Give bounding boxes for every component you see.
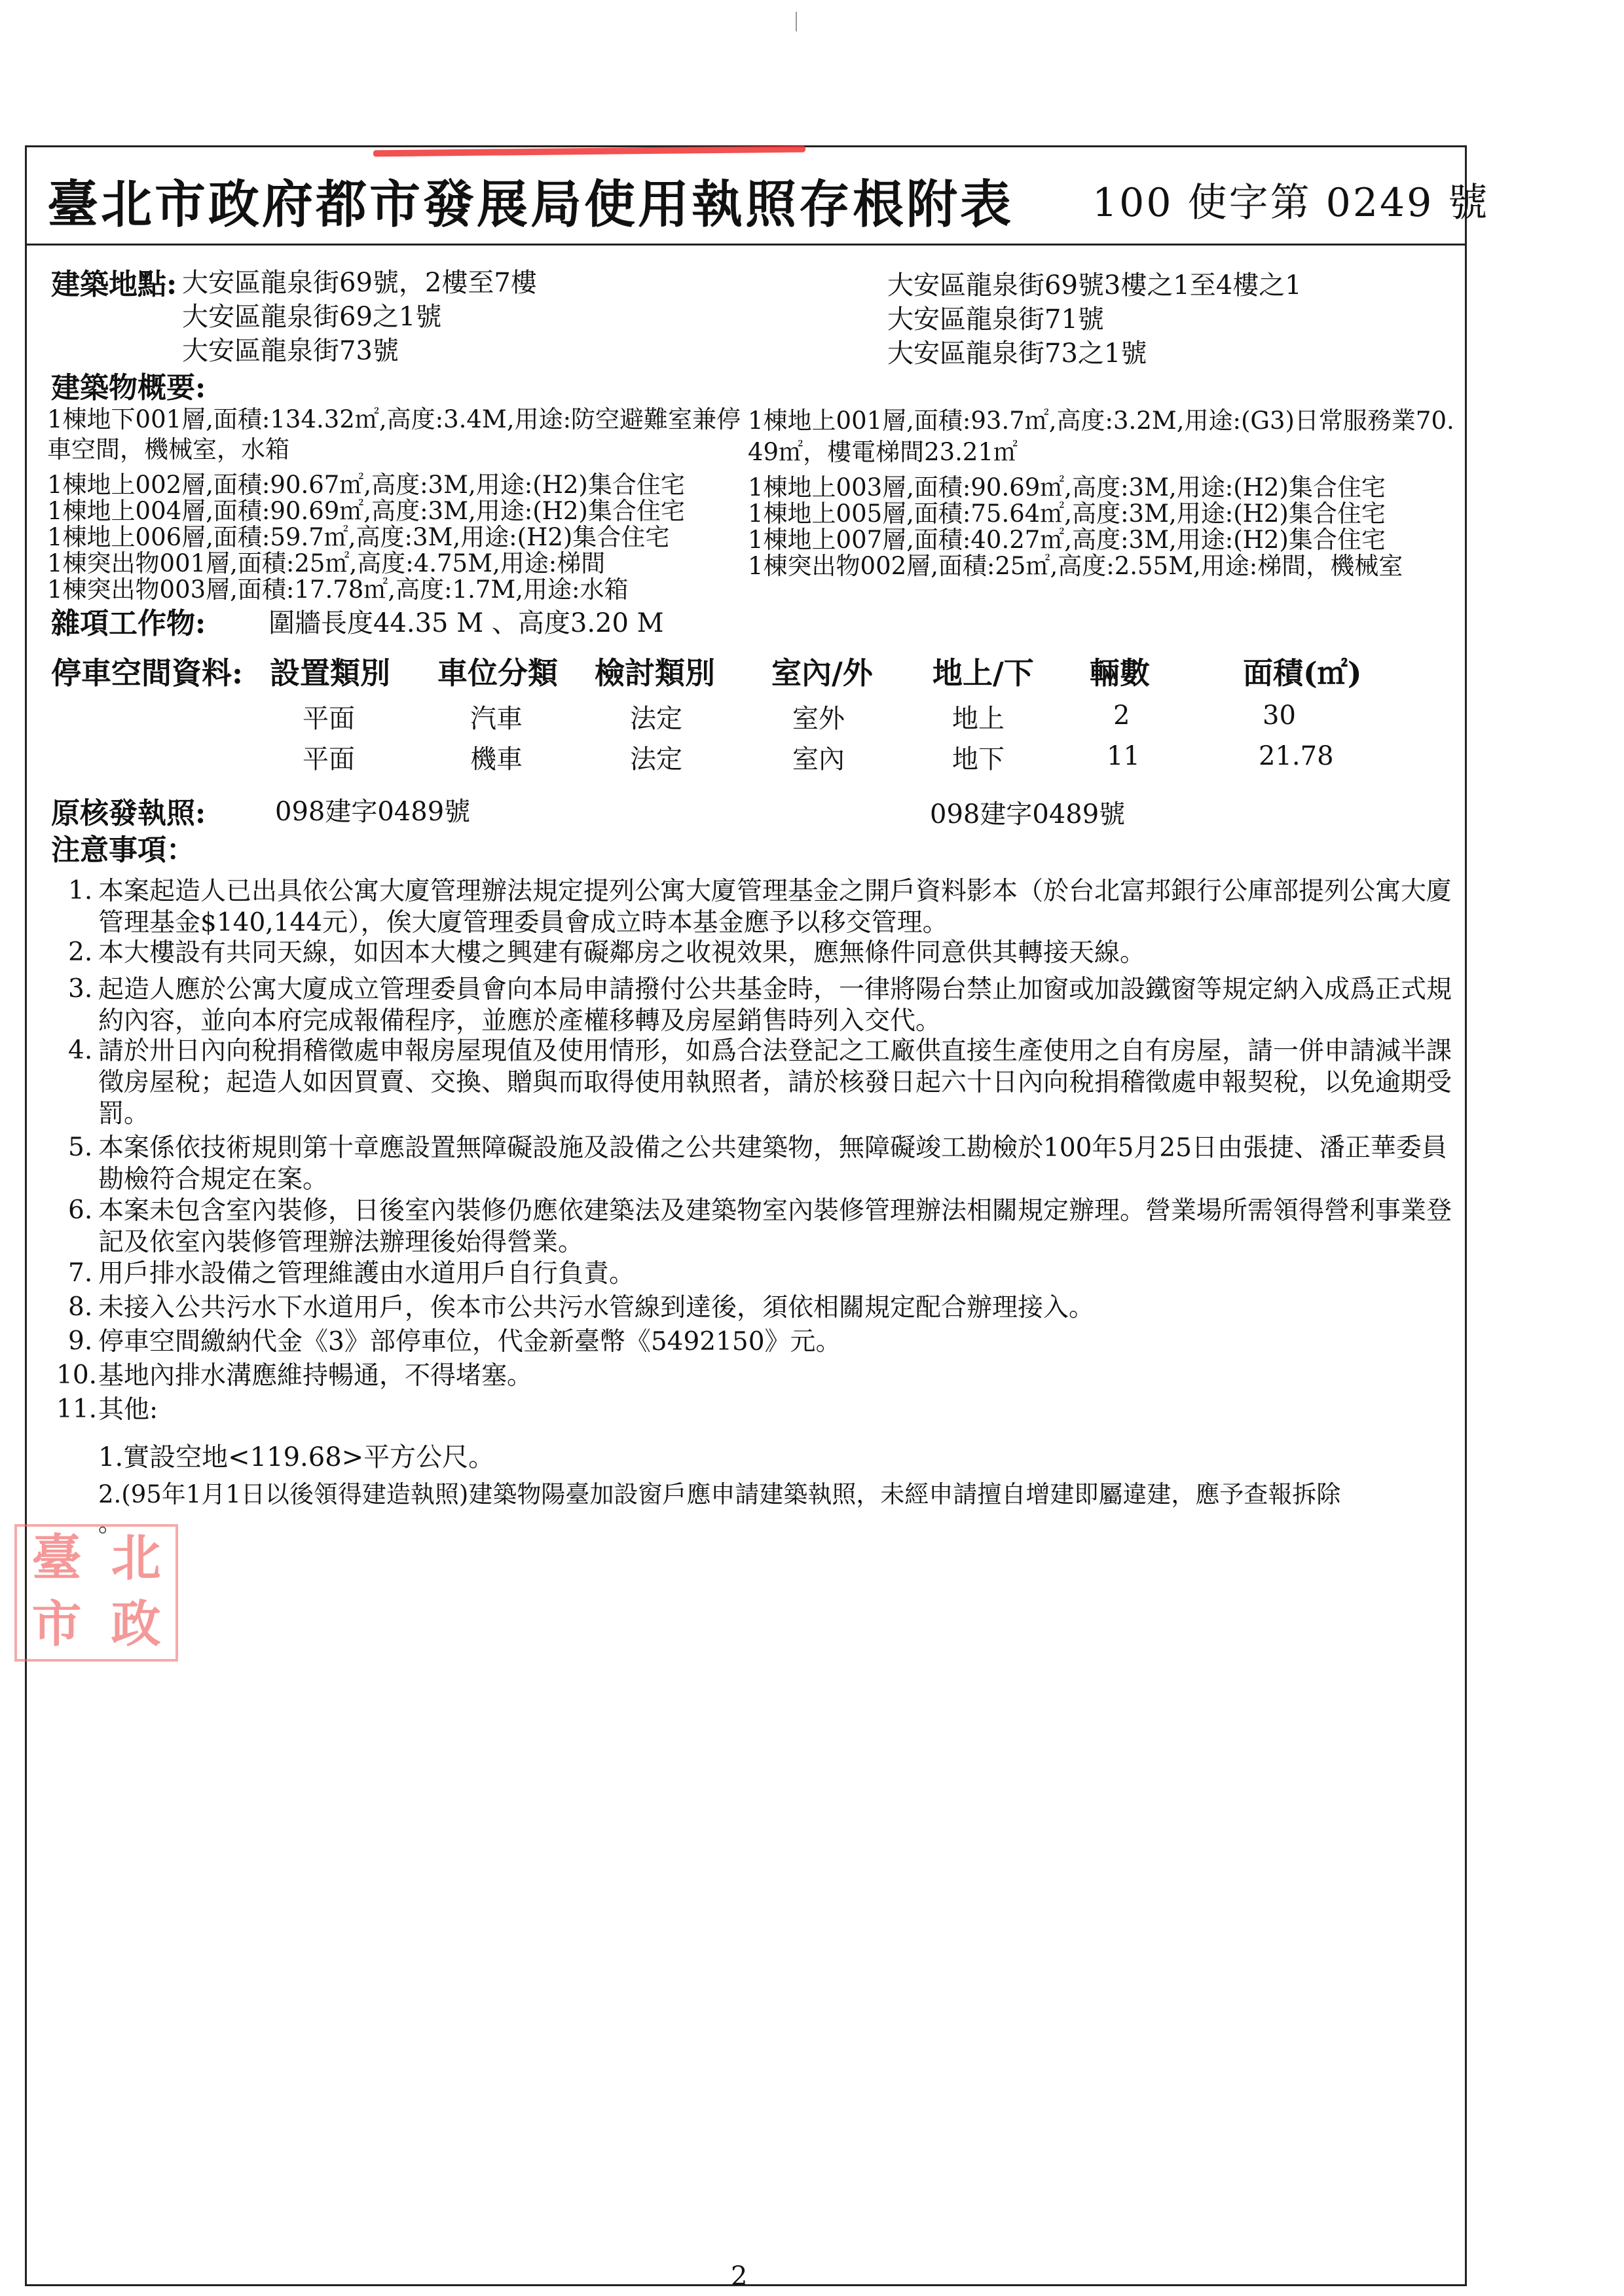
note-6-num: 6.: [68, 1195, 93, 1225]
note-2-text: 本大樓設有共同天線，如因本大樓之興建有礙鄰房之收視效果，應無條件同意供其轉接天線。: [98, 938, 1146, 968]
official-seal-stamp: [14, 1524, 178, 1662]
address-left-1: 大安區龍泉街69號，2樓至7樓: [182, 268, 537, 298]
parking-r2-type: 平面: [303, 744, 355, 774]
original-permit-right: 098建字0489號: [930, 799, 1126, 829]
parking-header-type: 設置類別: [270, 655, 390, 691]
parking-header-level: 地上/下: [932, 655, 1034, 691]
note-10-num: 10.: [56, 1360, 98, 1390]
overview-right-2: 1棟地上005層,面積:75.64㎡,高度:3M,用途:(H2)集合住宅: [748, 500, 1386, 528]
original-permit-left: 098建字0489號: [275, 797, 471, 827]
parking-r1-type: 平面: [303, 704, 355, 734]
parking-r1-count: 2: [1113, 701, 1130, 731]
note-2-num: 2.: [68, 938, 93, 967]
seal-char-1: 臺: [31, 1529, 82, 1587]
parking-header-count: 輛數: [1090, 655, 1150, 691]
overview-row1-right-cont: 49㎡，樓電梯間23.21㎡: [748, 438, 1018, 466]
overview-left-3: 1棟地上006層,面積:59.7㎡,高度:3M,用途:(H2)集合住宅: [47, 523, 670, 551]
note-9-text: 停車空間繳納代金《3》部停車位，代金新臺幣《5492150》元。: [98, 1327, 841, 1357]
parking-header-class: 車位分類: [437, 655, 558, 691]
parking-r2-review: 法定: [630, 744, 682, 774]
note-9-num: 9.: [68, 1326, 93, 1356]
parking-label: 停車空間資料:: [51, 655, 243, 691]
parking-r1-level: 地上: [952, 704, 1005, 734]
misc-text: 圍牆長度44.35 M 、高度3.20 M: [268, 608, 664, 638]
seal-char-2: 北: [111, 1529, 161, 1587]
note-3-num: 3.: [68, 974, 93, 1004]
note-3-text: 起造人應於公寓大廈成立管理委員會向本局申請撥付公共基金時，一律將陽台禁止加窗或加設鐵窗等規定納入成爲正式規約內容，並向本府完成報備程序，並應於產權移轉及房屋銷售時列入交代。: [98, 975, 1452, 1036]
document-title: 臺北市政府都市發展局使用執照存根附表: [47, 175, 1014, 234]
permit-number: 100 使字第 0249 號: [1092, 180, 1490, 226]
overview-left-4: 1棟突出物001層,面積:25㎡,高度:4.75M,用途:梯間: [47, 549, 606, 577]
address-label: 建築地點:: [51, 268, 177, 301]
parking-r2-count: 11: [1107, 741, 1140, 771]
note-6-text: 本案未包含室內裝修，日後室內裝修仍應依建築法及建築物室內裝修管理辦法相關規定辦理。營業場所需領得營利事業登記及依室內裝修管理辦法辦理後始得營業。: [98, 1196, 1452, 1257]
parking-r1-inout: 室外: [792, 704, 845, 734]
seal-char-3: 市: [31, 1595, 82, 1653]
overview-row1-left: 1棟地下001層,面積:134.32㎡,高度:3.4M,用途:防空避難室兼停: [47, 405, 741, 433]
seal-char-4: 政: [111, 1595, 161, 1653]
parking-r2-inout: 室內: [792, 744, 845, 774]
note-11-num: 11.: [56, 1394, 98, 1424]
note-11-sub-1: 1.實設空地<119.68>平方公尺。: [98, 1442, 495, 1472]
address-left-3: 大安區龍泉街73號: [182, 336, 399, 366]
overview-right-4: 1棟突出物002層,面積:25㎡,高度:2.55M,用途:梯間，機械室: [748, 552, 1403, 580]
parking-r1-review: 法定: [630, 704, 682, 734]
overview-left-1: 1棟地上002層,面積:90.67㎡,高度:3M,用途:(H2)集合住宅: [47, 471, 685, 499]
note-8-text: 未接入公共污水下水道用戶，俟本市公共污水管線到達後，須依相關規定配合辦理接入。: [98, 1293, 1095, 1322]
note-11-sub-2-end: 。: [98, 1509, 122, 1537]
note-4-num: 4.: [68, 1036, 93, 1065]
overview-right-1: 1棟地上003層,面積:90.69㎡,高度:3M,用途:(H2)集合住宅: [748, 473, 1386, 501]
title-separator: [25, 244, 1467, 246]
note-11-text: 其他:: [98, 1395, 158, 1425]
note-4-text: 請於卅日內向稅捐稽徵處申報房屋現值及使用情形，如爲合法登記之工廠供直接生產使用之自有房屋，請一併申請減半課徵房屋稅；起造人如因買賣、交換、贈與而取得使用執照者，請於核發日起六十日內向稅捐稽徵處申報契稅，以免逾期受罰。: [98, 1036, 1452, 1129]
overview-left-5: 1棟突出物003層,面積:17.78㎡,高度:1.7M,用途:水箱: [47, 575, 629, 604]
address-left-2: 大安區龍泉街69之1號: [182, 302, 442, 332]
overview-label: 建築物概要:: [51, 371, 206, 405]
overview-right-3: 1棟地上007層,面積:40.27㎡,高度:3M,用途:(H2)集合住宅: [748, 526, 1386, 554]
parking-r2-class: 機車: [470, 744, 523, 774]
note-5-text: 本案係依技術規則第十章應設置無障礙設施及設備之公共建築物，無障礙竣工勘檢於100年5月25日由張捷、潘正華委員勘檢符合規定在案。: [98, 1133, 1447, 1194]
misc-label: 雜項工作物:: [51, 607, 206, 640]
note-10-text: 基地內排水溝應維持暢通，不得堵塞。: [98, 1361, 533, 1391]
note-1-num: 1.: [68, 876, 93, 905]
parking-r1-area: 30: [1263, 701, 1296, 731]
page-number: 2: [731, 2261, 748, 2291]
scan-mark: [796, 12, 797, 31]
note-7-text: 用戶排水設備之管理維護由水道用戶自行負責。: [98, 1259, 635, 1288]
parking-header-area: 面積(㎡): [1243, 655, 1362, 691]
parking-header-inout: 室內/外: [771, 655, 873, 691]
notes-label: 注意事項：: [51, 833, 195, 867]
overview-left-2: 1棟地上004層,面積:90.69㎡,高度:3M,用途:(H2)集合住宅: [47, 497, 685, 525]
note-8-num: 8.: [68, 1292, 93, 1322]
overview-row1-right: 1棟地上001層,面積:93.7㎡,高度:3.2M,用途:(G3)日常服務業70.: [748, 407, 1454, 435]
address-right-1: 大安區龍泉街69號3樓之1至4樓之1: [887, 270, 1302, 301]
address-right-2: 大安區龍泉街71號: [887, 304, 1104, 335]
address-right-3: 大安區龍泉街73之1號: [887, 338, 1147, 369]
parking-r2-area: 21.78: [1259, 741, 1334, 771]
parking-r1-class: 汽車: [470, 704, 523, 734]
original-permit-label: 原核發執照:: [51, 797, 206, 830]
note-5-num: 5.: [68, 1133, 93, 1162]
note-7-num: 7.: [68, 1258, 93, 1288]
note-1-text: 本案起造人已出具依公寓大廈管理辦法規定提列公寓大廈管理基金之開戶資料影本（於台北富邦銀行公庫部提列公寓大廈管理基金$140,144元），俟大廈管理委員會成立時本基金應予以移交管理。: [98, 877, 1452, 938]
note-11-sub-2: 2.(95年1月1日以後領得建造執照)建築物陽臺加設窗戶應申請建築執照，未經申請擅自增建即屬違建，應予查報拆除: [98, 1480, 1341, 1508]
overview-row1-left-cont: 車空間，機械室，水箱: [47, 435, 289, 464]
parking-header-review: 檢討類別: [595, 655, 715, 691]
parking-r2-level: 地下: [952, 744, 1005, 774]
